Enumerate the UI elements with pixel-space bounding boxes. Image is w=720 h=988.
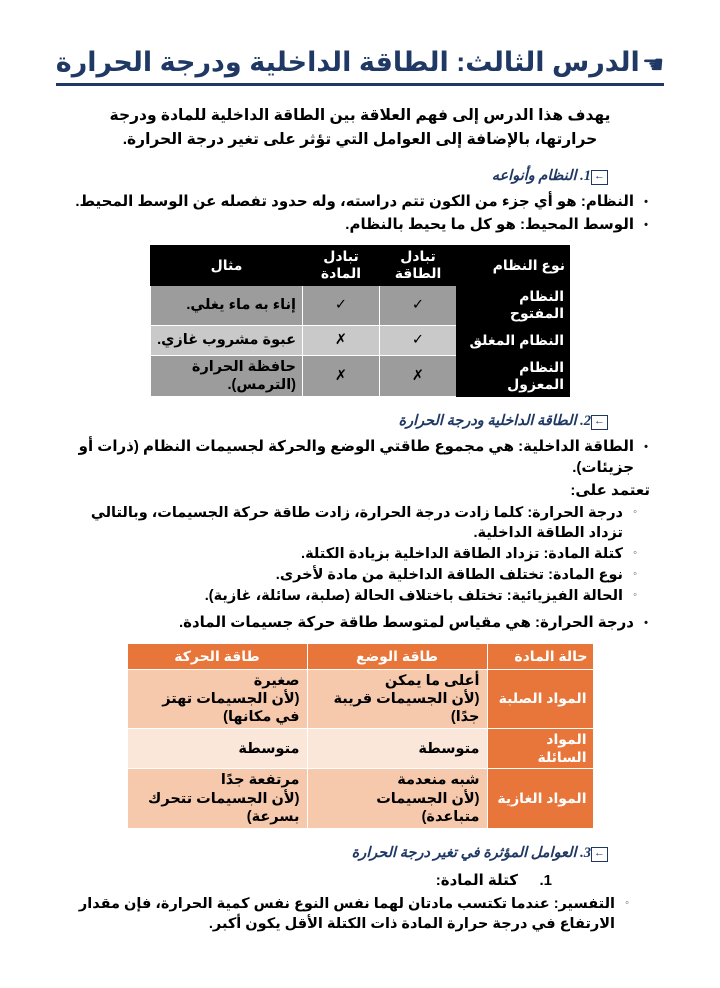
- list-item: • الوسط المحيط: هو كل ما يحيط بالنظام.: [70, 214, 650, 235]
- section-heading-1: [48, 168, 672, 185]
- list-item: • درجة الحرارة: هي مقياس لمتوسط طاقة حركة جسيمات المادة.: [70, 612, 650, 633]
- cell-potential-liquids: [307, 729, 487, 769]
- section-title-2: . الطاقة الداخلية ودرجة الحرارة: [398, 413, 584, 430]
- section-2-tail-bullet: [70, 612, 650, 633]
- table-row: [127, 769, 593, 828]
- states-table: [127, 643, 594, 829]
- row-header-open-system: النظام المفتوح: [457, 285, 570, 325]
- list-item: كتلة المادة:: [435, 871, 518, 889]
- cell-kinetic-main: صغيرة: [253, 673, 300, 690]
- arrow-left-box-icon-1: ←: [591, 170, 608, 185]
- cell-example: عبوة مشروب غازي.: [151, 325, 303, 355]
- cell-kinetic-solids: [127, 670, 307, 729]
- cell-kinetic-sub: (لأن الجسيمات تهتز في مكانها): [162, 691, 300, 726]
- col-header-matter-exchange: تبادل المادة: [303, 245, 380, 285]
- arrow-left-box-icon-2: ←: [591, 415, 608, 430]
- systems-table-wrapper: [48, 245, 672, 397]
- section-number-1: 1: [583, 168, 591, 185]
- col-header-potential-energy: طاقة الوضع: [307, 644, 487, 670]
- section-title-1: . النظام وأنواعه: [491, 168, 584, 185]
- cell-kinetic-main: متوسطة: [238, 740, 300, 757]
- pointing-hand-icon: ☛: [641, 51, 665, 79]
- col-header-kinetic-energy: طاقة الحركة: [127, 644, 307, 670]
- cell-potential-solids: [307, 670, 487, 729]
- cell-potential-sub: (لأن الجسيمات متباعدة): [376, 790, 480, 825]
- list-item: ◦ درجة الحرارة: كلما زادت درجة الحرارة، زادت طاقة حركة الجسيمات، وبالتالي تزداد الطاقة الداخلية.: [62, 503, 638, 543]
- cell-energy-exchange: ✓: [380, 325, 457, 355]
- cell-example: إناء به ماء يغلي.: [151, 285, 303, 325]
- table-row: [127, 729, 593, 769]
- systems-table: [150, 245, 570, 397]
- depends-on-label: تعتمد على:: [570, 481, 650, 499]
- section-number-2: 2: [583, 413, 591, 430]
- section-3-numbered-list: [70, 870, 552, 891]
- title-block: [48, 46, 672, 86]
- cell-energy-exchange: ✗: [380, 355, 457, 396]
- page-title: [56, 46, 664, 86]
- list-item: • الطاقة الداخلية: هي مجموع طاقتي الوضع والحركة لجسيمات النظام (ذرات أو جزيئات).: [70, 436, 650, 479]
- table-header-row: [127, 644, 593, 670]
- cell-potential-gases: [307, 769, 487, 828]
- col-header-type: نوع النظام: [457, 245, 570, 285]
- section-2-sub-bullets: [62, 503, 638, 606]
- cell-potential-main: شبه منعدمة: [397, 772, 480, 789]
- list-item: ◦ الحالة الفيزيائية: تختلف باختلاف الحالة (صلبة، سائلة، غازية).: [62, 586, 638, 606]
- page-title-text: الدرس الثالث: الطاقة الداخلية ودرجة الحرارة: [55, 47, 640, 77]
- cell-potential-main: أعلى ما يمكن: [384, 673, 480, 690]
- list-item: ◦ كتلة المادة: تزداد الطاقة الداخلية بزيادة الكتلة.: [62, 544, 638, 564]
- table-row: [151, 285, 570, 325]
- section-2-main-bullets: [70, 436, 650, 479]
- col-header-example: مثال: [151, 245, 303, 285]
- cell-matter-exchange: ✗: [303, 355, 380, 396]
- cell-kinetic-liquids: [127, 729, 307, 769]
- table-row: [127, 670, 593, 729]
- table-row: [151, 325, 570, 355]
- table-header-row: [151, 245, 570, 285]
- cell-kinetic-gases: [127, 769, 307, 828]
- row-header-closed-system: النظام المغلق: [457, 325, 570, 355]
- section-heading-3: [48, 845, 672, 862]
- cell-matter-exchange: ✓: [303, 285, 380, 325]
- cell-example: حافظة الحرارة (الترمس).: [151, 355, 303, 396]
- list-item: ◦ التفسير: عندما تكتسب مادتان لهما نفس النوع نفس كمية الحرارة، فإن مقدار الارتفاع في درجة حرارة المادة ذات الكتلة الأقل يكون أكبر.: [62, 894, 630, 934]
- col-header-state: حالة المادة: [487, 644, 593, 670]
- section-number-3: 3: [583, 844, 591, 861]
- states-table-wrapper: [48, 643, 672, 829]
- list-item: ◦ نوع المادة: تختلف الطاقة الداخلية من مادة لأخرى.: [62, 565, 638, 585]
- row-header-gases: المواد الغازية: [487, 769, 593, 828]
- cell-potential-sub: (لأن الجسيمات قريبة جدًا): [333, 691, 480, 726]
- section-heading-2: [48, 413, 672, 430]
- cell-matter-exchange: ✗: [303, 325, 380, 355]
- col-header-energy-exchange: تبادل الطاقة: [380, 245, 457, 285]
- arrow-left-box-icon-3: ←: [591, 847, 608, 862]
- cell-kinetic-main: مرتفعة جدًا: [220, 772, 300, 789]
- cell-kinetic-sub: (لأن الجسيمات تتحرك بسرعة): [148, 790, 300, 825]
- section-3-explanation: [62, 894, 630, 934]
- cell-potential-main: متوسطة: [418, 740, 480, 757]
- row-header-solids: المواد الصلبة: [487, 670, 593, 729]
- table-row: [151, 355, 570, 396]
- cell-energy-exchange: ✓: [380, 285, 457, 325]
- row-header-isolated-system: النظام المعزول: [457, 355, 570, 396]
- section-title-3: . العوامل المؤثرة في تغير درجة الحرارة: [351, 844, 584, 861]
- row-header-liquids: المواد السائلة: [487, 729, 593, 769]
- list-item: • النظام: هو أي جزء من الكون تتم دراسته، وله حدود تفصله عن الوسط المحيط.: [70, 191, 650, 212]
- section-1-bullets: [70, 191, 650, 235]
- intro-paragraph: يهدف هذا الدرس إلى فهم العلاقة بين الطاقة الداخلية للمادة ودرجة حرارتها، بالإضافة إلى العوامل التي تؤثر على تغير درجة الحرارة.: [109, 107, 611, 149]
